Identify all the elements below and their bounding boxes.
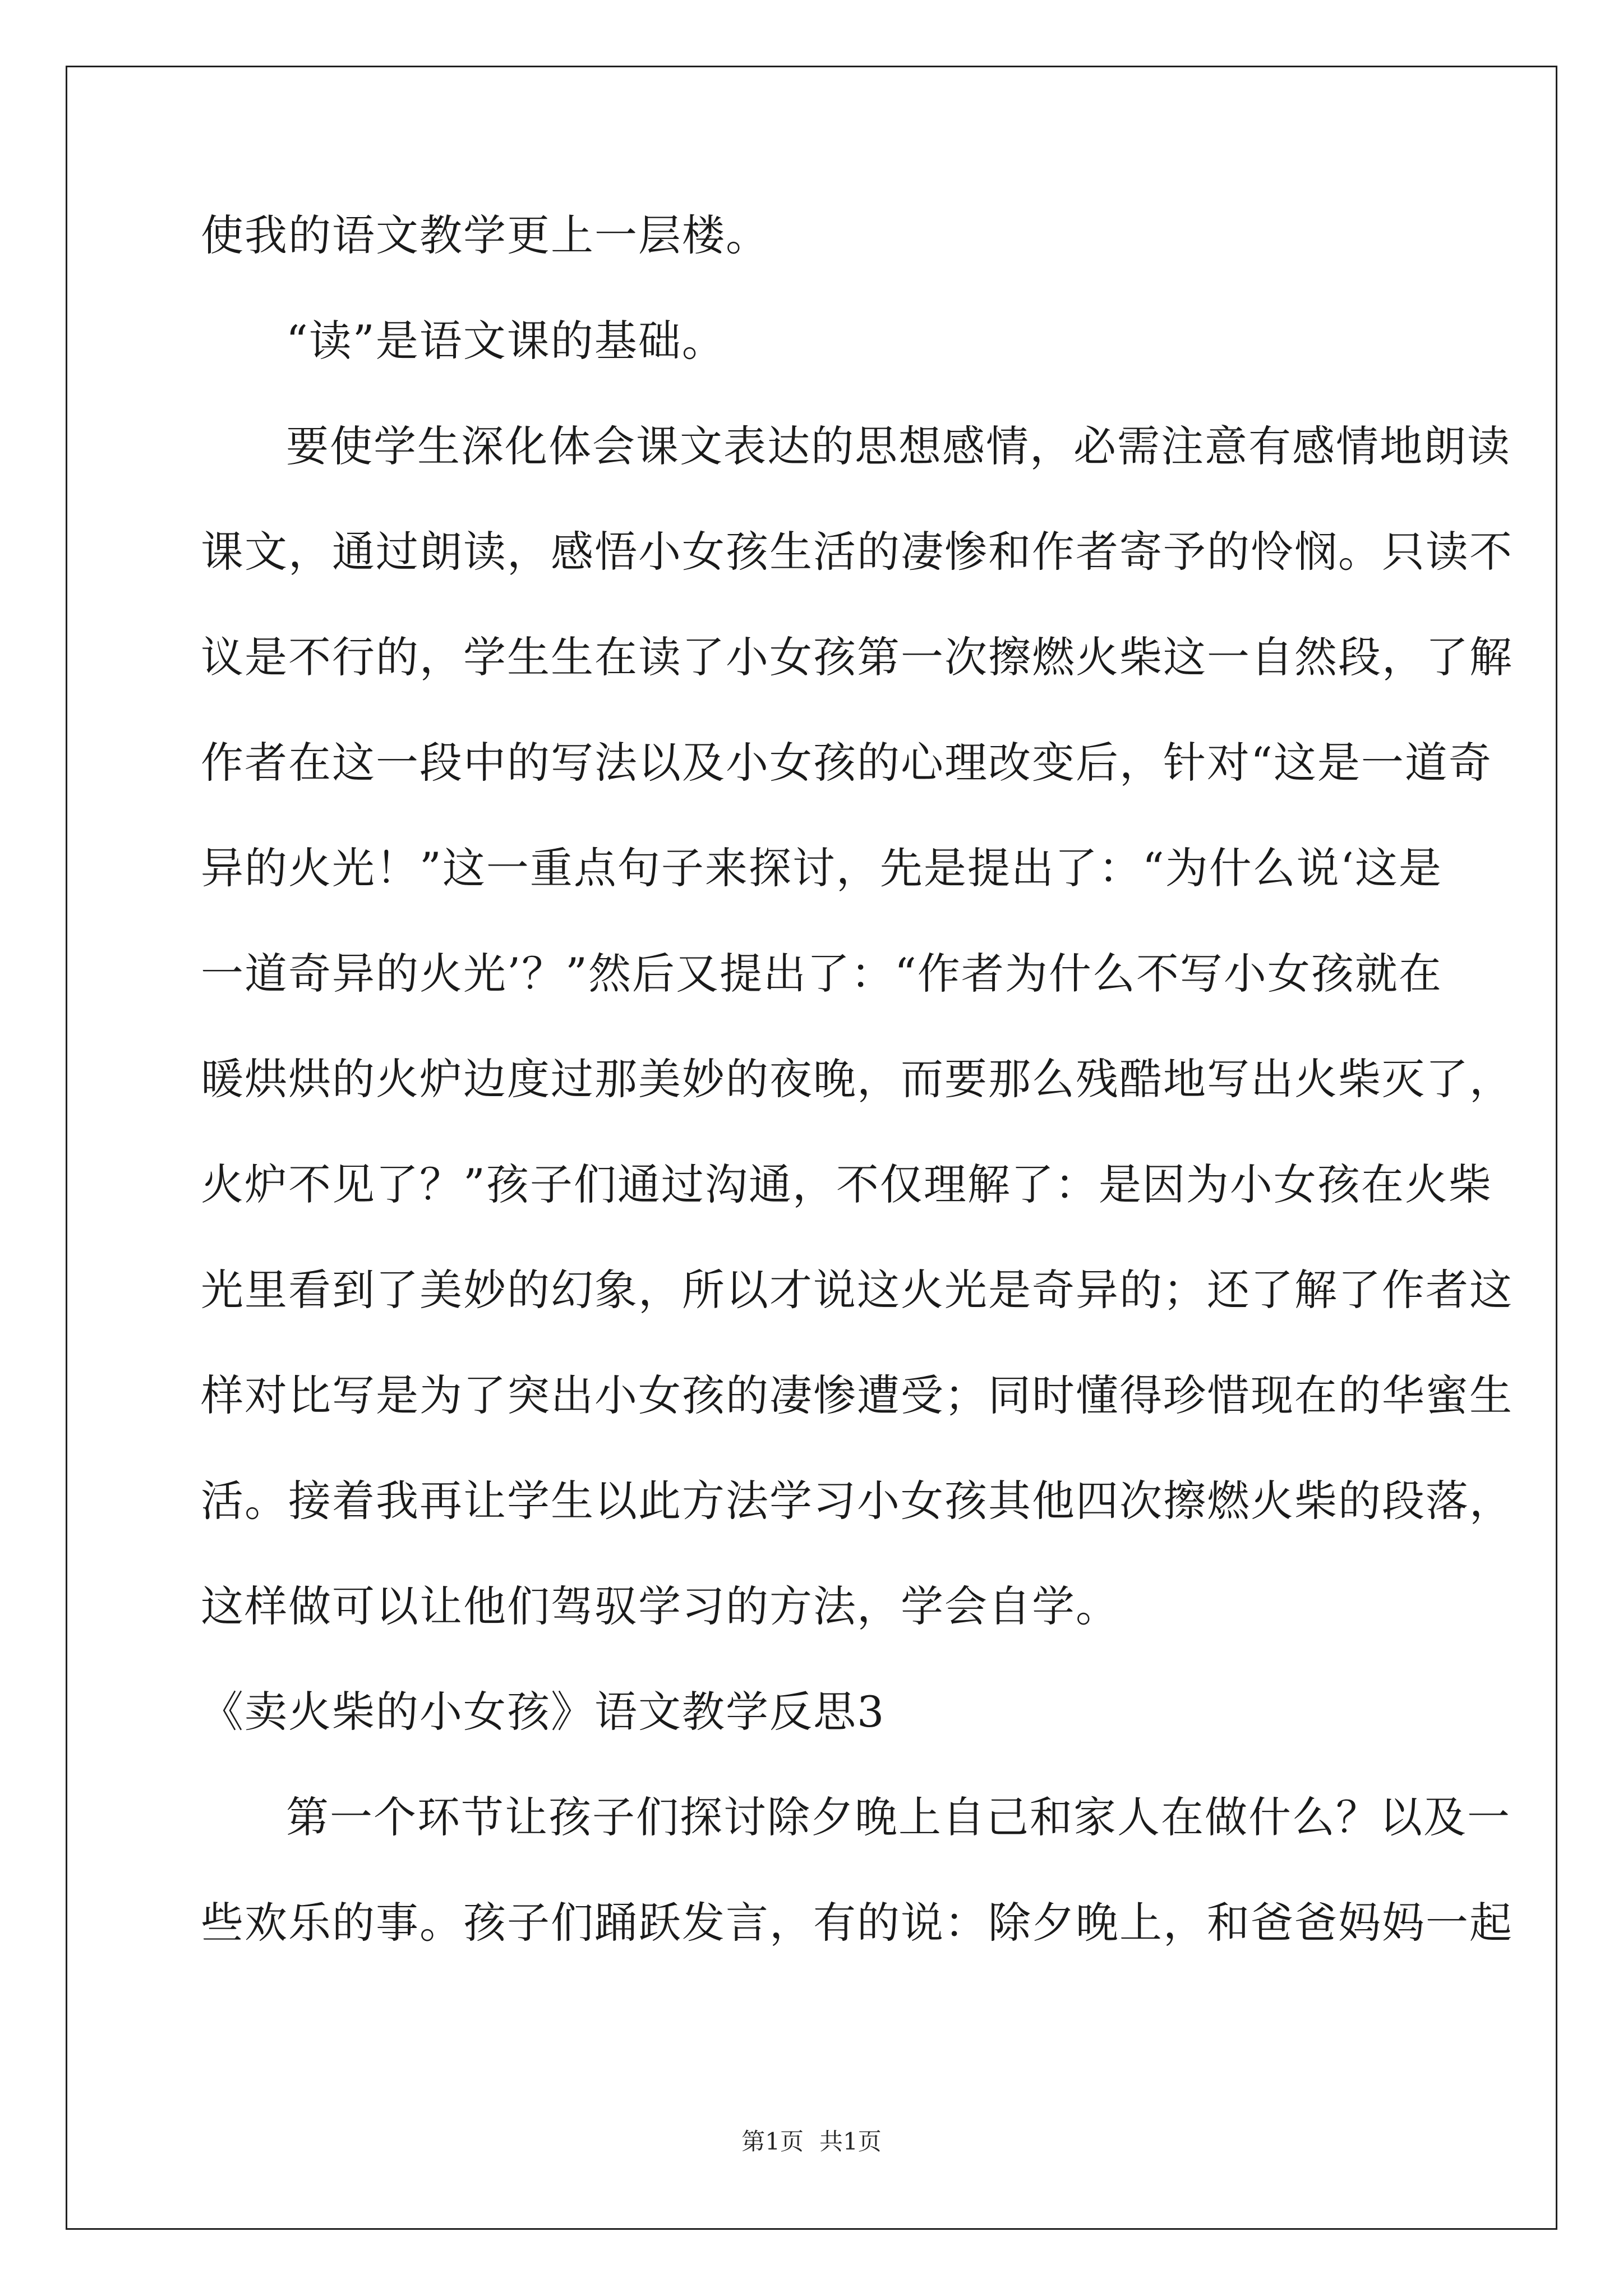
paragraph-line-10: 火炉不见了？”孩子们通过沟通，不仅理解了：是因为小女孩在火柴 [201,1159,1492,1209]
paragraph-line-9: 暖烘烘的火炉边度过那美妙的夜晚，而要那么残酷地写出火柴灭了， [201,1054,1513,1104]
text-line-2: “读”是语文课的基础。 [286,316,726,366]
paragraph-line-8: 一道奇异的火光’？”然后又提出了：“作者为什么不写小女孩就在 [201,949,1442,999]
page-number: 第1页 [741,2128,804,2155]
paragraph-line-17: 些欢乐的事。孩子们踊跃发言，有的说：除夕晚上，和爸爸妈妈一起 [201,1898,1513,1948]
paragraph-line-14: 这样做可以让他们驾驭学习的方法，学会自学。 [201,1581,1119,1631]
page-total: 共1页 [819,2128,882,2155]
paragraph-line-12: 样对比写是为了突出小女孩的凄惨遭受；同时懂得珍惜现在的华蜜生 [201,1370,1513,1420]
paragraph-line-4: 课文，通过朗读，感悟小女孩生活的凄惨和作者寄予的怜悯。只读不 [201,527,1513,577]
paragraph-line-5: 议是不行的，学生生在读了小女孩第一次擦燃火柴这一自然段，了解 [201,632,1513,682]
paragraph-line-11: 光里看到了美妙的幻象，所以才说这火光是奇异的；还了解了作者这 [201,1265,1513,1315]
page-footer [0,2125,1623,2159]
paragraph-line-6: 作者在这一段中的写法以及小女孩的心理改变后，针对“这是一道奇 [201,738,1492,788]
section-heading: 《卖火柴的小女孩》语文教学反思3 [201,1687,886,1737]
paragraph-line-16: 第一个环节让孩子们探讨除夕晚上自己和家人在做什么？以及一 [286,1792,1511,1842]
paragraph-line-13: 活。接着我再让学生以此方法学习小女孩其他四次擦燃火柴的段落， [201,1476,1513,1526]
paragraph-line-7: 异的火光！”这一重点句子来探讨，先是提出了：“为什么说‘这是 [201,843,1442,893]
paragraph-line-3: 要使学生深化体会课文表达的思想感情，必需注意有感情地朗读 [286,421,1511,471]
text-line-1: 使我的语文教学更上一层楼。 [201,210,769,260]
